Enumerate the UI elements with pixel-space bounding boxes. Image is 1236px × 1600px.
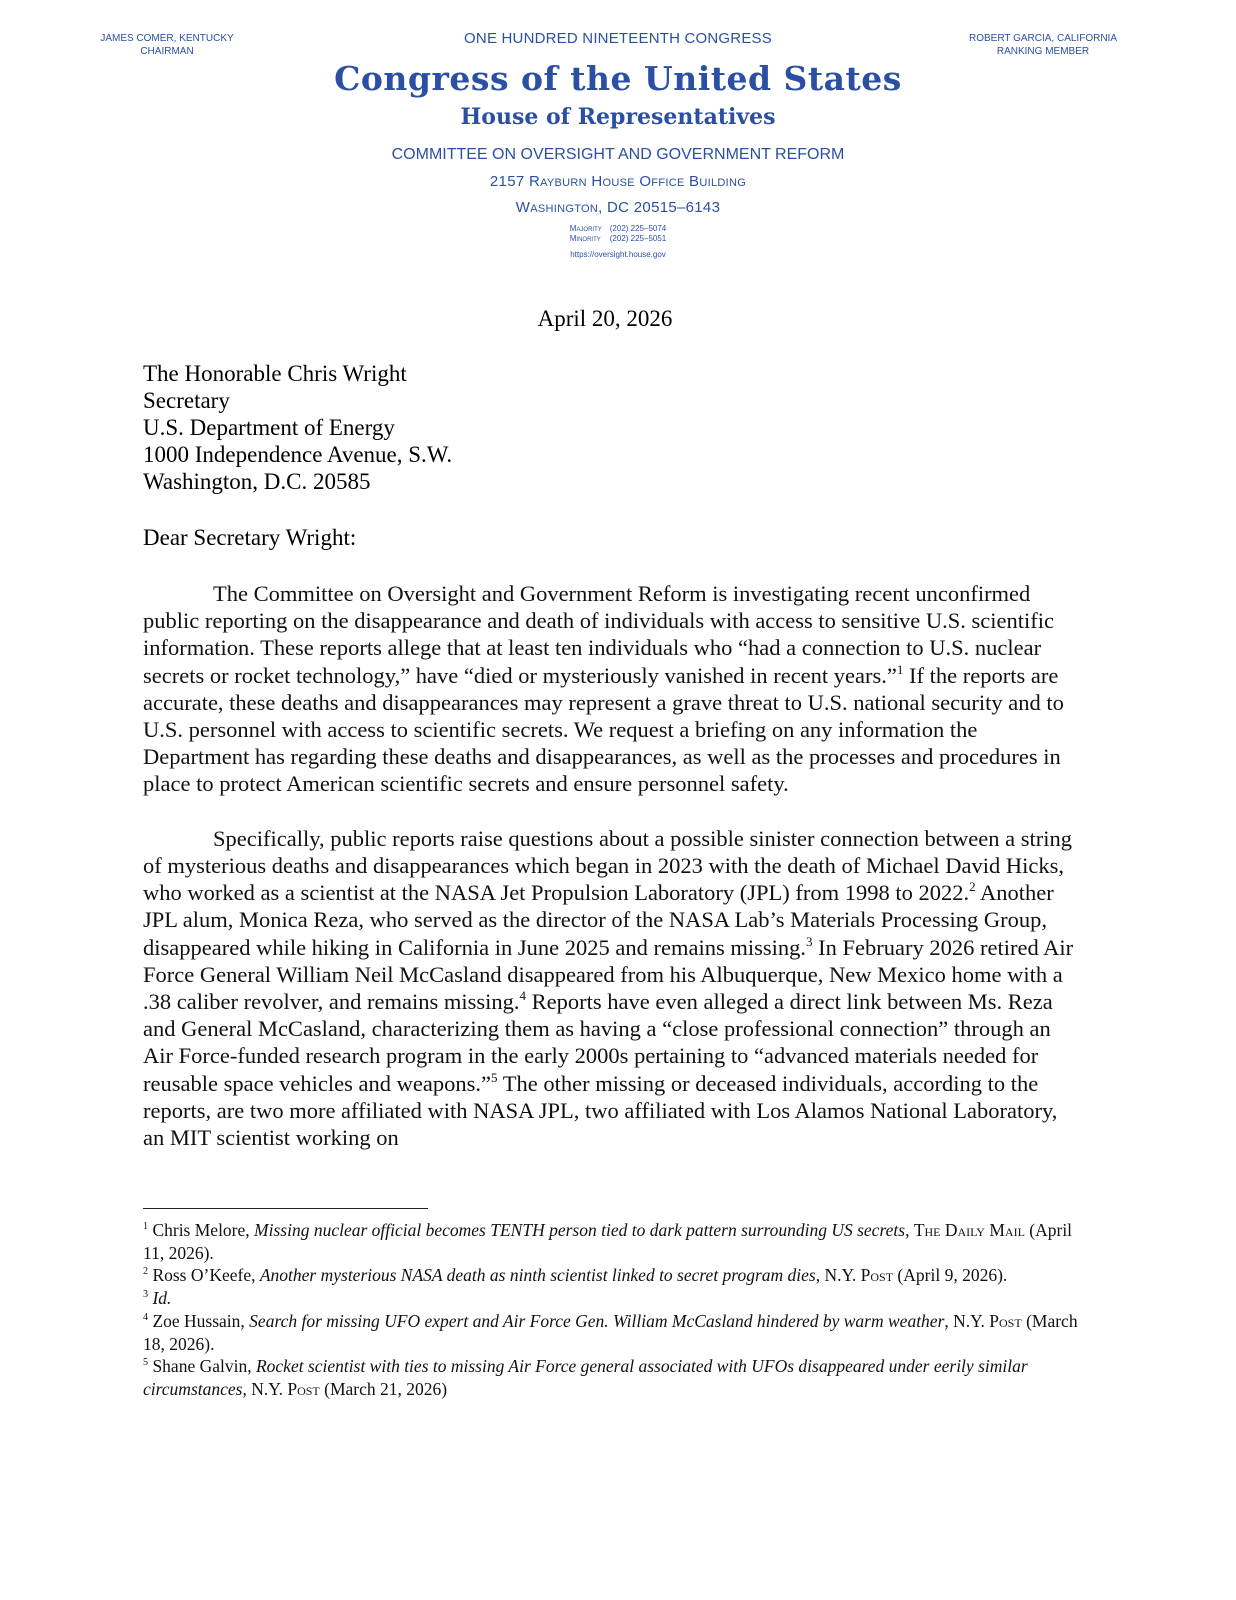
committee-name: COMMITTEE ON OVERSIGHT AND GOVERNMENT REFORM <box>391 146 845 163</box>
footnote-4: $^4$ Zoe Hussain, Search for missing UFO expert and Air Force Gen. William McCasland hindered by warm weather, N.Y. Post (March 18, 2026). <box>143 1310 1078 1354</box>
footnote-title: Rocket scientist with ties to missing Air Force general associated with UFOs disappeared under eerily similar circumstances <box>143 1356 1028 1399</box>
footnote-ref-4[interactable]: 4 <box>519 987 527 1003</box>
footnote-title: Missing nuclear official becomes TENTH person tied to dark pattern surrounding US secrets <box>254 1220 906 1240</box>
paragraph-1-text-b: If the reports are accurate, these deaths and disappearances may represent a grave threat to U.S. national security and to U.S. personnel with access to scientific secrets. We request a briefing on any information the Department has regarding these deaths and disappearances, as well as the processes and procedures in place to protect American scientific secrets and ensure personnel safety. <box>143 662 1064 797</box>
paragraph-2-text-d: Reports have even alleged a direct link between Ms. Reza and General McCasland, characterizing them as having a “close professional connection” through an Air Force-funded research program in the early 2000s pertaining to “advanced materials needed for reusable space vehicles and weapons.” <box>143 989 1053 1096</box>
paragraph-1-text-a: The Committee on Oversight and Government Reform is investigating recent unconfirmed public reporting on the disappearance and death of individuals with access to sensitive U.S. scientific information. These reports allege that at least ten individuals who “had a connection to U.S. nuclear secrets or rocket technology,” have “died or mysteriously vanished in recent years.” <box>143 581 1054 688</box>
footnote-ref-1[interactable]: 1 <box>896 661 904 677</box>
ranking-member-block <box>948 32 1138 58</box>
footnote-number: 4 <box>143 1311 149 1323</box>
congress-number: ONE HUNDRED NINETEENTH CONGRESS <box>464 30 772 47</box>
footnote-author: Shane Galvin, <box>148 1356 256 1377</box>
paragraph-1 <box>143 580 1083 798</box>
footnote-number: 2 <box>143 1266 149 1278</box>
footnote-divider <box>143 1208 428 1209</box>
footnote-number: 3 <box>143 1289 149 1301</box>
footnote-2: $^2$ Ross O’Keefe, Another mysterious NASA death as ninth scientist linked to secret program dies, N.Y. Post (April 9, 2026). <box>143 1265 1008 1286</box>
footnote-5: $^5$ Shane Galvin, Rocket scientist with ties to missing Air Force general associated with UFOs disappeared under eerily similar circumstances, N.Y. Post (March 21, 2026) <box>143 1356 1028 1399</box>
letter-body <box>143 580 1083 1178</box>
paragraph-2-text-e: The other missing or deceased individuals, according to the reports, are two more affiliated with NASA JPL, two affiliated with Los Alamos National Laboratory, an MIT scientist working on <box>143 1070 1058 1151</box>
recipient-address <box>143 360 452 495</box>
footnotes <box>143 1219 1083 1401</box>
letterhead <box>318 30 918 259</box>
office-address: 2157 Rayburn House Office Building <box>489 173 747 190</box>
footnote-source: N.Y. Post <box>824 1265 894 1286</box>
footnote-title: Id. <box>152 1288 172 1309</box>
recipient-street: 1000 Independence Avenue, S.W. <box>143 442 453 467</box>
ranking-member-title: RANKING MEMBER <box>996 46 1090 57</box>
footnote-date: (April 9, 2026). <box>893 1265 1008 1286</box>
footnote-ref-3[interactable]: 3 <box>806 933 813 949</box>
footnote-date: (March 21, 2026) <box>319 1378 448 1399</box>
footnote-source: N.Y. Post <box>251 1378 320 1399</box>
phone-numbers <box>318 224 918 244</box>
footnote-number: 5 <box>143 1357 149 1369</box>
majority-phone-line <box>318 224 918 234</box>
salutation: Dear Secretary Wright: <box>143 525 357 550</box>
paragraph-2-text-c: In February 2026 retired Air Force General William Neil McCasland disappeared from his Albuquerque, New Mexico home with a .38 caliber revolver, and remains missing. <box>143 934 1074 1015</box>
paragraph-2-text-b: Another JPL alum, Monica Reza, who served as the director of the NASA Lab’s Materials Processing Group, disappeared while hiking in California in June 2025 and remains missing. <box>143 880 1054 960</box>
recipient-city: Washington, D.C. 20585 <box>143 469 371 494</box>
footnote-title: Another mysterious NASA death as ninth scientist linked to secret program dies <box>259 1265 816 1286</box>
recipient-department: U.S. Department of Energy <box>143 415 395 440</box>
footnote-date: (April 11, 2026). <box>143 1220 1073 1263</box>
chairman-title: CHAIRMAN <box>140 46 194 57</box>
ranking-member-name: ROBERT GARCIA, CALIFORNIA <box>969 33 1117 44</box>
minority-phone: (202) 225–5051 <box>609 234 667 243</box>
paragraph-2-text-a: Specifically, public reports raise questions about a possible sinister connection between a string of mysterious deaths and disappearances which began in 2023 with the death of Michael David Hicks, who worked as a scientist at the NASA Jet Propulsion Laboratory (JPL) from 1998 to 2022. <box>143 825 1072 906</box>
office-city: Washington, DC 20515–6143 <box>515 199 721 216</box>
letter-date: April 20, 2026 <box>537 306 673 331</box>
footnote-1: $^1$ Chris Melore, Missing nuclear official becomes TENTH person tied to dark pattern surrounding US secrets, The Daily Mail (April 11, 2026). <box>143 1220 1073 1263</box>
majority-label: Majority <box>569 224 602 233</box>
house-title: House of Representatives <box>460 104 776 130</box>
footnote-date: (March 18, 2026). <box>143 1310 1078 1354</box>
chairman-name: JAMES COMER, KENTUCKY <box>100 33 234 44</box>
footnote-ref-5[interactable]: 5 <box>490 1069 498 1085</box>
footnote-number: 1 <box>143 1220 149 1232</box>
chairman-block <box>72 32 262 58</box>
congress-title: Congress of the United States <box>334 59 902 98</box>
paragraph-2 <box>143 825 1083 1151</box>
footnote-author: Zoe Hussain, <box>148 1310 250 1331</box>
recipient-title: Secretary <box>143 388 230 413</box>
recipient-name: The Honorable Chris Wright <box>143 361 407 386</box>
majority-phone: (202) 225–5074 <box>609 224 667 233</box>
footnote-ref-2[interactable]: 2 <box>969 879 976 895</box>
footnote-source: N.Y. Post <box>953 1310 1022 1331</box>
footnote-source: The Daily Mail <box>913 1220 1025 1240</box>
minority-phone-line <box>318 234 918 244</box>
minority-label: Minority <box>569 234 601 243</box>
website-link[interactable]: https://oversight.house.gov <box>570 250 666 259</box>
footnote-3 <box>143 1287 1083 1310</box>
footnote-title: Search for missing UFO expert and Air Force Gen. William McCasland hindered by warm weather <box>249 1310 945 1331</box>
footnote-author: Ross O’Keefe, <box>148 1265 260 1286</box>
footnote-author: Chris Melore, <box>148 1220 255 1240</box>
